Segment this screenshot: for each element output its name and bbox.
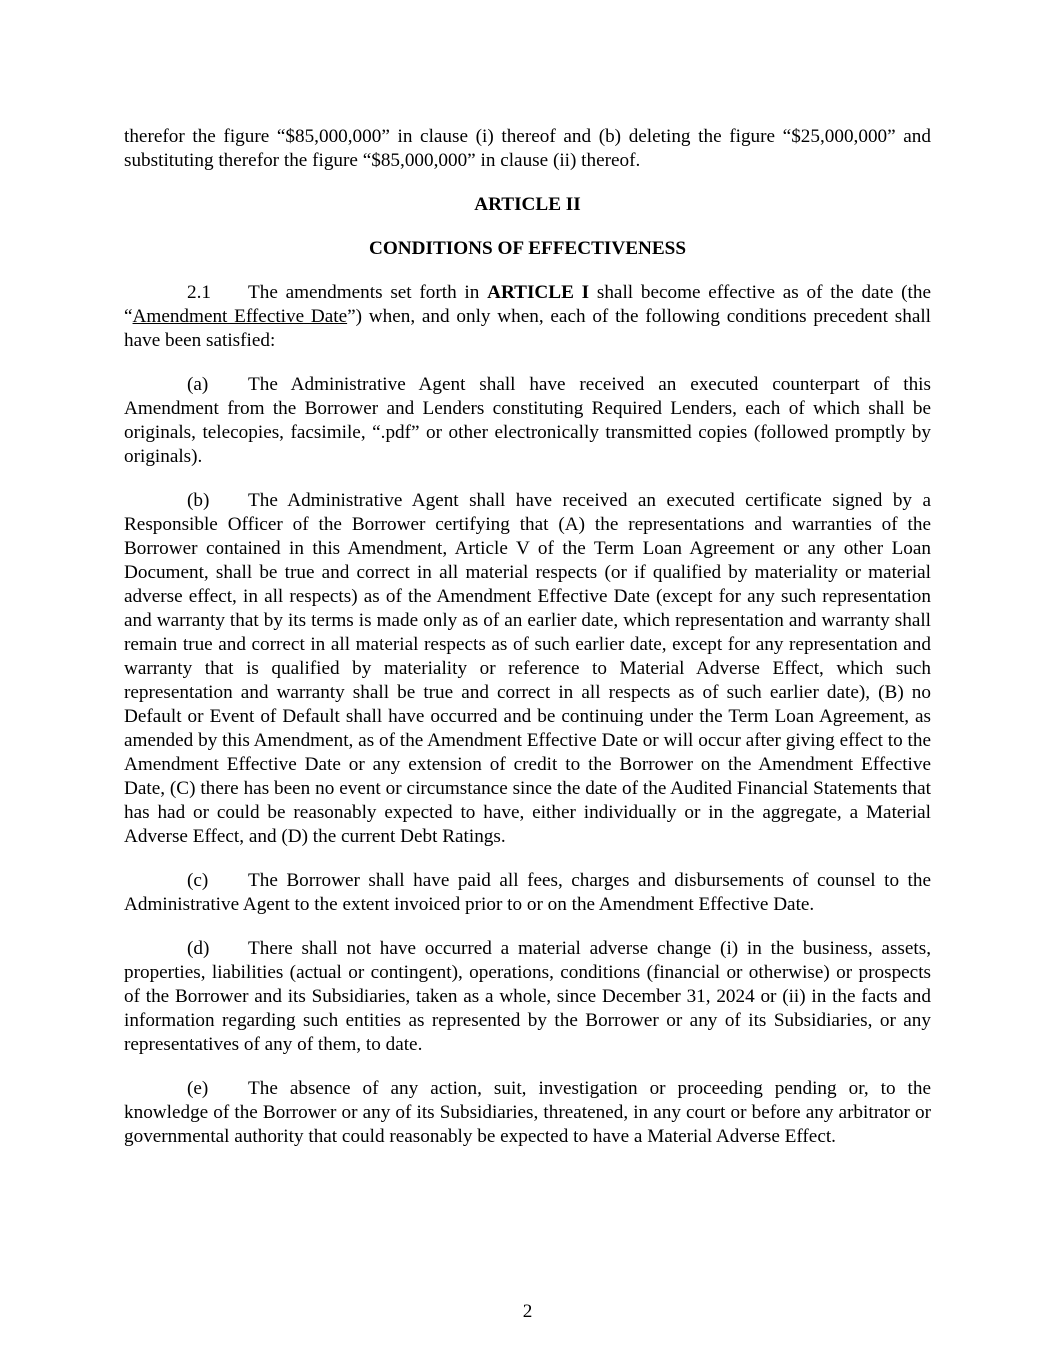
page-number: 2: [522, 1301, 533, 1322]
condition-a: [124, 373, 931, 469]
page-body: [124, 125, 931, 1169]
condition-text: The absence of any action, suit, investigation or proceeding pending or, to the knowledge of the Borrower or any of its Subsidiaries, threatened, in any court or before any arbitrator or governmental authority that could reasonably be expected to have a Material Adverse Effect.: [124, 1078, 931, 1147]
section-2-1: [124, 281, 931, 353]
condition-text: The Borrower shall have paid all fees, charges and disbursements of counsel to the Administrative Agent to the extent invoiced prior to or on the Amendment Effective Date.: [124, 870, 931, 915]
condition-c: [124, 869, 931, 917]
article-reference: ARTICLE I: [487, 282, 590, 303]
article-heading: ARTICLE II: [474, 194, 581, 215]
condition-text: The Administrative Agent shall have received an executed certificate signed by a Responsible Officer of the Borrower certifying that (A) the representations and warranties of the Borrower contained in this Amendment, Article V of the Term Loan Agreement or any other Loan Document, shall be true and correct in all material respects (or if qualified by materiality or material adverse effect, in all respects) as of the Amendment Effective Date (except for any such representation and warranty that by its terms is made only as of an earlier date, which representation and warranty shall remain true and correct in all material respects as of such earlier date, except for any representation and warranty that is qualified by materiality or reference to Material Adverse Effect, which such representation and warranty shall be true and correct in all respects as of such earlier date), (B) no Default or Event of Default shall have occurred and be continuing under the Term Loan Agreement, as amended by this Amendment, as of the Amendment Effective Date or will occur after giving effect to the Amendment Effective Date or any extension of credit to the Borrower on the Amendment Effective Date, (C) there has been no event or circumstance since the date of the Audited Financial Statements that has had or could be reasonably expected to have, either individually or in the aggregate, a Material Adverse Effect, and (D) the current Debt Ratings.: [124, 490, 931, 847]
condition-b: [124, 489, 931, 849]
condition-label: (a): [187, 374, 209, 395]
section-number: 2.1: [187, 282, 211, 303]
condition-d: [124, 937, 931, 1057]
condition-label: (d): [187, 938, 210, 959]
condition-label: (b): [187, 490, 210, 511]
intro-paragraph: therefor the figure “$85,000,000” in clause (i) thereof and (b) deleting the figure “$25,000,000” and substituting therefor the figure “$85,000,000” in clause (ii) thereof.: [124, 126, 931, 171]
defined-term: Amendment Effective Date: [132, 306, 348, 327]
section-text-before: The amendments set forth in: [248, 282, 488, 303]
section-text-after: shall become effective as of the date (the “: [124, 282, 931, 327]
condition-label: (c): [187, 870, 209, 891]
condition-label: (e): [187, 1078, 209, 1099]
article-title: CONDITIONS OF EFFECTIVENESS: [368, 238, 686, 259]
condition-text: The Administrative Agent shall have received an executed counterpart of this Amendment from the Borrower and Lenders constituting Required Lenders, each of which shall be originals, telecopies, facsimile, “.pdf” or other electronically transmitted copies (followed promptly by originals).: [124, 374, 931, 467]
condition-text: There shall not have occurred a material adverse change (i) in the business, assets, properties, liabilities (actual or contingent), operations, conditions (financial or otherwise) or prospects of the Borrower and its Subsidiaries, taken as a whole, since December 31, 2024 or (ii) in the facts and information regarding such entities as represented by the Borrower or any of its Subsidiaries, or any representatives of any of them, to date.: [124, 938, 931, 1055]
condition-e: [124, 1077, 931, 1149]
section-text-end: ”) when, and only when, each of the following conditions precedent shall have been satisfied:: [124, 306, 931, 351]
